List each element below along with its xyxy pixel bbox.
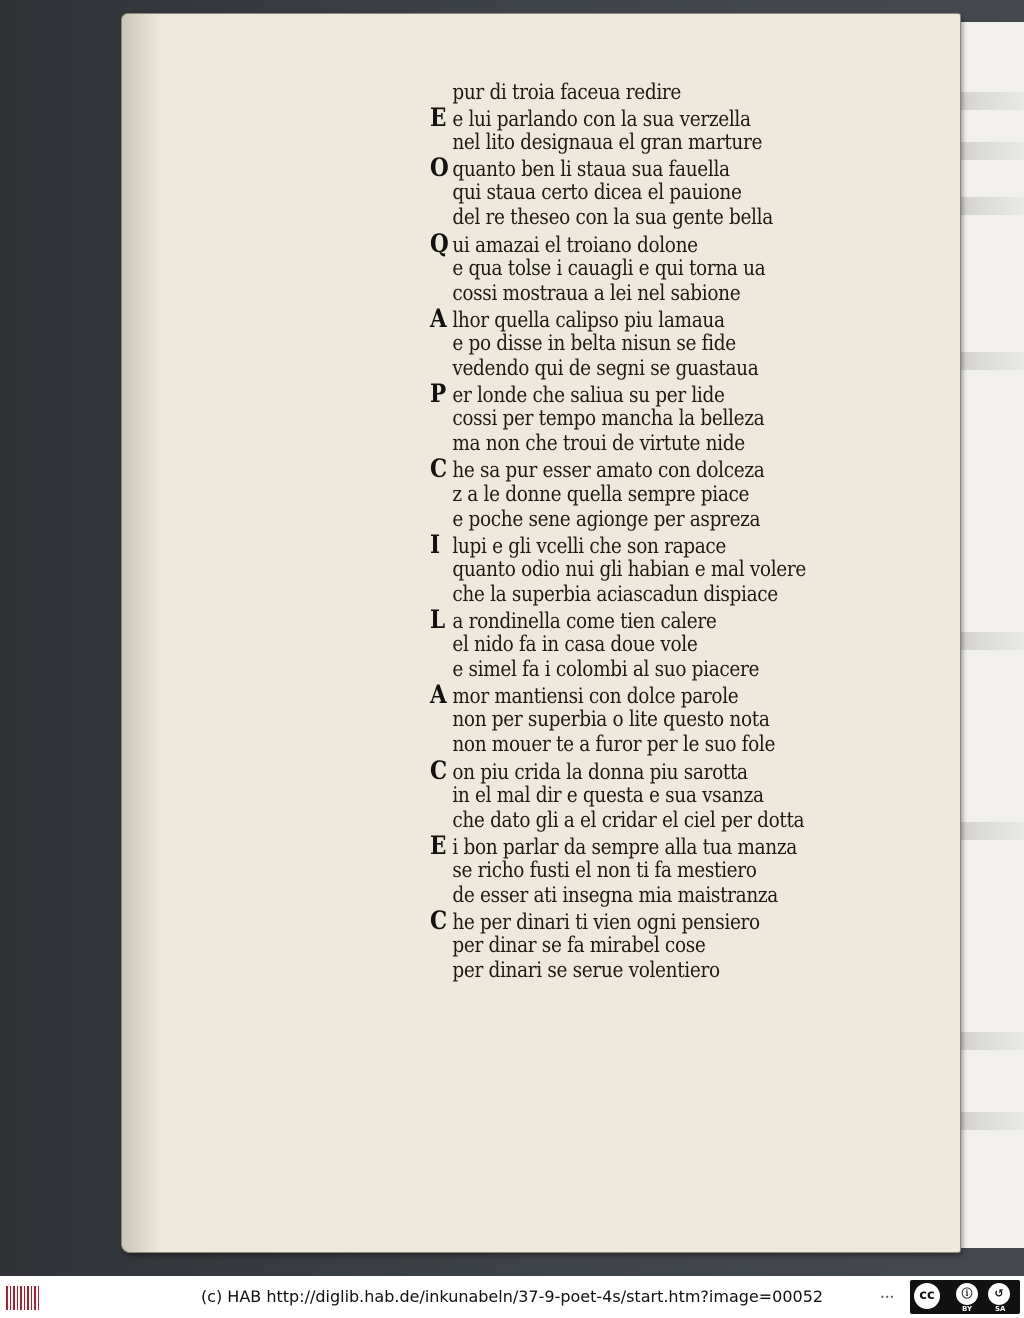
verse-line (430, 529, 806, 559)
initial-capital: I (430, 529, 440, 559)
verse-line (430, 830, 806, 860)
sa-icon: ↺ (988, 1283, 1010, 1305)
footer-bar (0, 1276, 1024, 1318)
verse-line-text: per dinari se serue volentiero (452, 958, 720, 984)
initial-capital: A (430, 680, 447, 710)
verse-line (430, 707, 806, 732)
verse-line-text: mor mantiensi con dolce parole (452, 684, 739, 710)
facing-page-edge (958, 22, 1024, 1248)
verse-line-text: e lui parlando con la sua verzella (452, 107, 751, 133)
copyright-credit: (c) HAB http://diglib.hab.de/inkunabeln/37-9-poet-4s/start.htm?image=00052 (200, 1287, 824, 1306)
verse-line-text: z a le donne quella sempre piace (452, 481, 750, 507)
verse-line (430, 80, 806, 105)
verse-line-text: del re theseo con la sua gente bella (452, 205, 773, 231)
initial-capital: E (430, 103, 447, 133)
verse-line (430, 808, 806, 833)
initial-capital: P (430, 379, 446, 409)
initial-capital: Q (430, 228, 449, 258)
verse-line (430, 783, 806, 808)
verse-line-text: er londe che saliua su per lide (452, 383, 725, 409)
verse-line-text: quanto odio nui gli habian e mal volere (452, 556, 806, 582)
verse-line-text: quanto ben li staua sua fauella (452, 157, 730, 183)
verse-line-text: lhor quella calipso piu lamaua (452, 307, 725, 333)
initial-capital: A (430, 303, 447, 333)
verse-line-text: che la superbia aciascadun dispiace (452, 581, 778, 607)
verse-line (430, 431, 806, 456)
verse-line-text: per dinar se fa mirabel cose (452, 933, 706, 959)
verse-line-text: a rondinella come tien calere (452, 608, 717, 634)
initial-capital: C (430, 906, 447, 936)
verse-line-text: de esser ati insegna mia maistranza (452, 883, 778, 908)
verse-line (430, 281, 806, 306)
verse-line (430, 507, 806, 532)
verse-line (430, 883, 806, 908)
verse-line (430, 582, 806, 607)
verse-line-text: he per dinari ti vien ogni pensiero (452, 910, 760, 936)
verse-line (430, 406, 806, 431)
verse-line (430, 379, 806, 409)
verse-line (430, 604, 806, 634)
small-mark: ••• (880, 1293, 895, 1302)
verse-line-text: vedendo qui de segni se guastaua (452, 356, 759, 382)
verse-line-text: nel lito designaua el gran marture (452, 130, 763, 156)
verse-line (430, 103, 806, 133)
verse-line-text: che dato gli a el cridar el ciel per dotta (452, 807, 805, 833)
verse-line (430, 958, 806, 983)
verse-line (430, 732, 806, 757)
verse-line-text: se richo fusti el non ti fa mestiero (452, 857, 757, 883)
verse-line (430, 256, 806, 281)
verse-line (430, 557, 806, 582)
initial-capital: C (430, 755, 447, 785)
initial-capital: L (430, 604, 445, 634)
verse-line-text: e simel fa i colombi al suo piacere (452, 657, 760, 683)
verse-line-text: lupi e gli vcelli che son rapace (452, 533, 727, 559)
verse-line (430, 482, 806, 507)
verse-line-text: he sa pur esser amato con dolceza (452, 458, 765, 484)
verse-line (430, 933, 806, 958)
verse-line (430, 205, 806, 230)
verse-line-text: non mouer te a furor per le suo fole (452, 732, 776, 758)
verse-line (430, 356, 806, 381)
verse-line (430, 454, 806, 484)
verse-line-text: in el mal dir e questa e sua vsanza (452, 782, 764, 808)
verse-line (430, 906, 806, 936)
verse-line (430, 657, 806, 682)
initial-capital: C (430, 454, 447, 484)
verse-line (430, 228, 806, 258)
verse-line (430, 680, 806, 710)
initial-capital: E (430, 830, 447, 860)
verse-line-text: ma non che troui de virtute nide (452, 431, 745, 457)
by-icon: ⓘ (956, 1283, 978, 1305)
verse-line (430, 130, 806, 155)
verse-line (430, 303, 806, 333)
initial-capital: O (430, 153, 449, 183)
verse-line (430, 180, 806, 205)
verse-line-text: ui amazai el troiano dolone (452, 232, 698, 258)
verse-line-text: i bon parlar da sempre alla tua manza (452, 834, 797, 860)
verse-line-text: on piu crida la donna piu sarotta (452, 759, 748, 785)
verse-line-text: pur di troia faceua redire (452, 80, 682, 105)
verse-text-block (430, 80, 867, 983)
verse-line-text: cossi per tempo mancha la belleza (452, 406, 765, 432)
verse-line (430, 153, 806, 183)
verse-line-text: el nido fa in casa doue vole (452, 632, 698, 658)
sa-label: SA (995, 1305, 1006, 1313)
by-label: BY (962, 1305, 973, 1313)
verse-line-text: non per superbia o lite questo nota (452, 707, 770, 733)
verse-line-text: qui staua certo dicea el pauione (452, 180, 742, 206)
verse-line (430, 632, 806, 657)
verse-line-text: cossi mostraua a lei nel sabione (452, 280, 741, 306)
cc-license-badge[interactable] (910, 1280, 1020, 1314)
verse-line-text: e poche sene agionge per aspreza (452, 506, 761, 532)
verse-line-text: e po disse in belta nisun se fide (452, 330, 736, 356)
verse-line (430, 755, 806, 785)
cc-icon: cc (914, 1283, 940, 1309)
verse-line (430, 331, 806, 356)
verse-line-text: e qua tolse i cauagli e qui torna ua (452, 255, 766, 281)
verse-line (430, 858, 806, 883)
